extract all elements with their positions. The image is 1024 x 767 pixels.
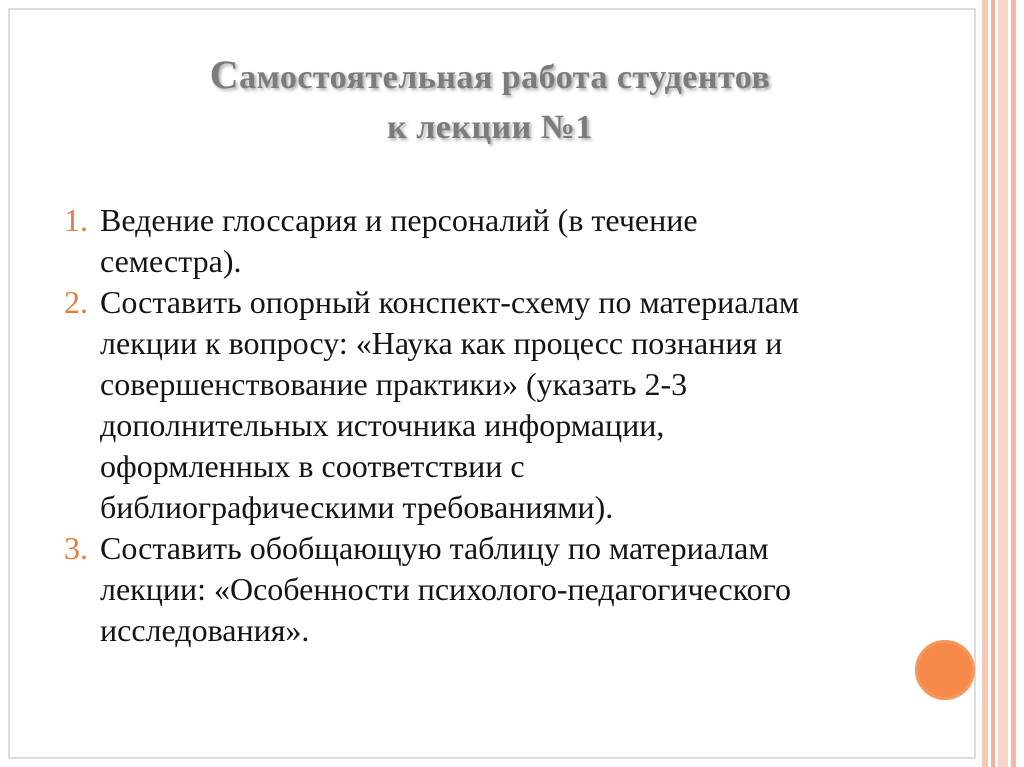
item-line: Составить обобщающую таблицу по материалам	[100, 530, 769, 566]
item-line: оформленных в соответствии с	[100, 448, 525, 484]
decorative-circle	[915, 640, 975, 700]
item-number: 2.	[64, 284, 88, 320]
item-line: Составить опорный конспект-схему по материалам	[100, 284, 800, 320]
item-line: лекции к вопросу: «Наука как процесс познания и	[100, 325, 783, 361]
item-line: совершенствование практики» (указать 2-3	[100, 366, 688, 402]
item-line: лекции: «Особенности психолого-педагогического	[100, 571, 791, 607]
slide-title	[40, 50, 940, 153]
item-line: дополнительных источника информации,	[100, 407, 665, 443]
item-line: исследования».	[100, 612, 310, 648]
task-item-2	[60, 282, 960, 528]
item-line: библиографическими требованиями).	[100, 489, 614, 525]
item-number: 3.	[64, 530, 88, 566]
task-list	[60, 200, 960, 651]
title-line-2: к лекции №1	[387, 109, 593, 146]
item-line: Ведение глоссария и персоналий (в течение	[100, 202, 698, 238]
task-item-1	[60, 200, 960, 282]
title-line-1: Самостоятельная работа студентов	[209, 52, 771, 97]
task-item-3	[60, 528, 960, 651]
item-number: 1.	[64, 202, 88, 238]
item-line: семестра).	[100, 243, 242, 279]
